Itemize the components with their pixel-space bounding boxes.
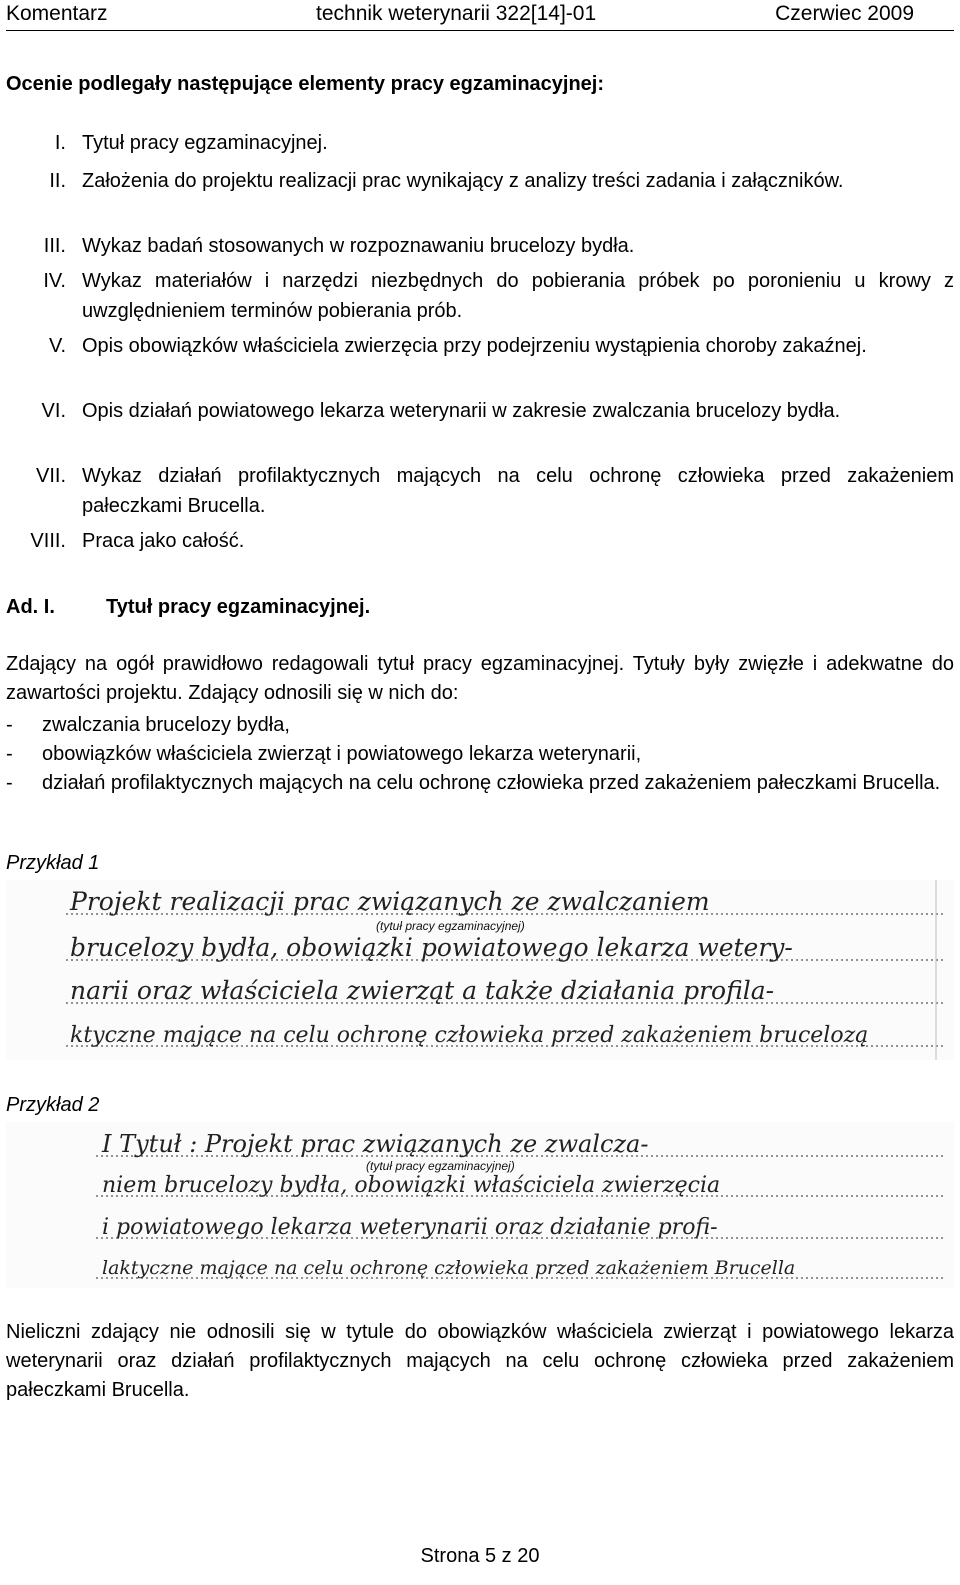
handwriting-image (6, 1122, 954, 1288)
list-item-text: Opis działań powiatowego lekarza weterynarii w zakresie zwalczania brucelozy bydła. (82, 400, 841, 422)
list-item-number: VIII. (30, 530, 66, 552)
section-label: Ad. I. (6, 596, 55, 618)
list-item-text: Wykaz materiałów i narzędzi niezbędnych do pobierania próbek po poronieniu u krowy z uwzględnieniem terminów pobierania prób. (82, 270, 954, 322)
list-item-number: III. (43, 235, 66, 257)
header-document-type: Komentarz (6, 2, 108, 25)
bullet-item (6, 711, 954, 740)
list-item-number: II. (49, 170, 66, 192)
list-item-text: Wykaz działań profilaktycznych mających na celu ochronę człowieka przed zakażeniem pałeczkami Brucella. (82, 465, 954, 517)
bullet-dash: - (6, 772, 13, 794)
bullet-text: obowiązków właściciela zwierząt i powiatowego lekarza weterynarii, (42, 743, 642, 765)
list-item-text: Wykaz badań stosowanych w rozpoznawaniu brucelozy bydła. (82, 235, 635, 257)
list-item-text: Praca jako całość. (82, 530, 245, 552)
section-title: Tytuł pracy egzaminacyjnej. (106, 596, 371, 618)
header-exam-code: technik weterynarii 322[14]-01 (316, 2, 597, 25)
handwritten-line: I Tytuł : Projekt prac związanych ze zwalcza- (102, 1130, 649, 1158)
handwriting-image (6, 880, 954, 1060)
handwritten-line: Projekt realizacji prac związanych ze zwalczaniem (70, 887, 710, 916)
example-1-label: Przykład 1 (6, 852, 100, 874)
bullet-dash: - (6, 743, 13, 765)
handwriting-caption: (tytuł pracy egzaminacyjnej) (366, 1159, 515, 1173)
bullet-list (6, 711, 954, 798)
bullet-item (6, 740, 954, 769)
list-item-number: VI. (41, 400, 66, 422)
list-item-number: VII. (35, 465, 66, 487)
handwritten-line: brucelozy bydła, obowiązki powiatowego lekarza wetery- (70, 933, 793, 962)
list-item-text: Założenia do projektu realizacji prac wynikający z analizy treści zadania i załączników. (82, 170, 844, 192)
handwritten-line: i powiatowego lekarza weterynarii oraz działanie profi- (102, 1215, 718, 1240)
handwritten-line: niem brucelozy bydła, obowiązki właściciela zwierzęcia (102, 1173, 721, 1198)
paragraph-closing: Nieliczni zdający nie odnosili się w tytule do obowiązków właściciela zwierząt i powiatowego lekarza weterynarii oraz działań profilaktycznych mających na celu ochronę człowieka przed zakażeniem pałeczkami Brucella. (6, 1321, 954, 1401)
handwriting-caption: (tytuł pracy egzaminacyjnej) (376, 919, 525, 933)
header-date: Czerwiec 2009 (775, 2, 914, 25)
list-item-text: Opis obowiązków właściciela zwierzęcia przy podejrzeniu wystąpienia choroby zakaźnej. (82, 335, 867, 357)
handwritten-line: laktyczne mające na celu ochronę człowieka przed zakażeniem Brucella (102, 1257, 796, 1279)
list-item-text: Tytuł pracy egzaminacyjnej. (82, 132, 328, 154)
bullet-text: zwalczania brucelozy bydła, (42, 714, 290, 736)
example-2-handwriting-scan (6, 1122, 954, 1288)
list-item-number: V. (48, 335, 66, 357)
page-number: Strona 5 z 20 (420, 1545, 540, 1567)
bullet-item (6, 769, 954, 798)
example-1-handwriting-scan (6, 880, 954, 1060)
handwritten-line: ktyczne mające na celu ochronę człowieka przed zakażeniem brucelozą (70, 1023, 869, 1048)
bullet-text: działań profilaktycznych mających na celu ochronę człowieka przed zakażeniem pałeczkami Brucella. (42, 772, 941, 794)
handwritten-line: narii oraz właściciela zwierząt a także działania profila- (70, 976, 775, 1005)
list-item-number: IV. (43, 270, 66, 292)
paragraph-intro: Zdający na ogół prawidłowo redagowali tytuł pracy egzaminacyjnej. Tytuły były zwięzłe i adekwatne do zawartości projektu. Zdający odnosili się w nich do: (6, 653, 954, 704)
example-2-label: Przykład 2 (6, 1094, 100, 1116)
assessment-heading: Ocenie podlegały następujące elementy pracy egzaminacyjnej: (6, 73, 605, 95)
list-item-number: I. (54, 132, 66, 154)
bullet-dash: - (6, 714, 13, 736)
page-header (6, 0, 954, 31)
